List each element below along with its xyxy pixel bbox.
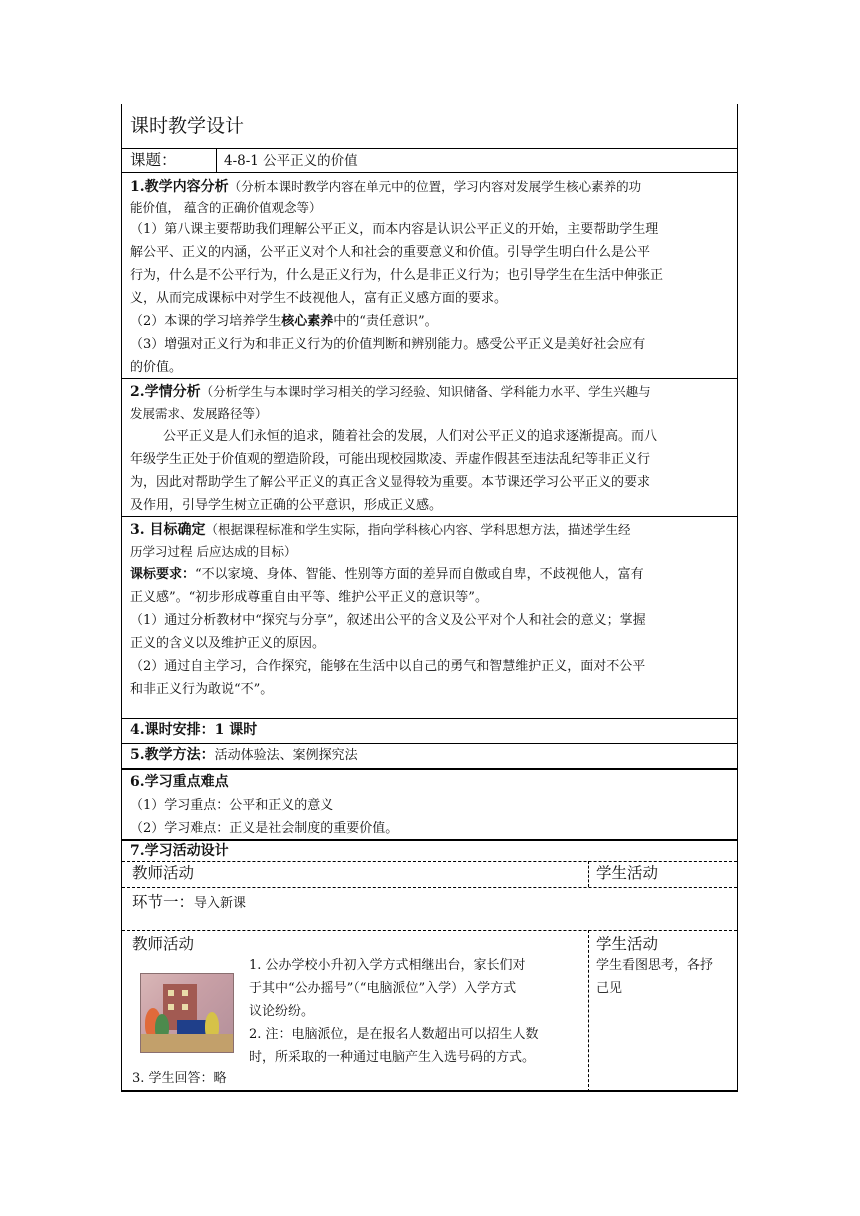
s2-note-2: 发展需求、发展路径等） [130,406,268,421]
s1-p2-pre: （2）本课的学习培养学生 [130,314,282,329]
s3-goal1-line: （1）通过分析教材中“探究与分享”，叙述出公平的含义及公平对个人和社会的意义；掌握 [130,613,646,628]
s1-p2 [130,311,438,332]
s1-p3-line: 的价值。 [130,360,183,375]
s5-heading: 5.教学方法： [130,747,215,763]
s3-goal2-line: （2）通过自主学习，合作探究，能够在生活中以自己的勇气和智慧维护正义，面对不公平 [130,659,646,674]
student-activity-header: 学生活动 [596,864,659,882]
school-admission-illustration [140,973,234,1053]
teacher-step-3: 3. 学生回答：略 [132,1071,227,1086]
teacher-activity-header: 教师活动 [132,864,195,882]
s1-heading: 1.教学内容分析 [130,179,229,195]
student-response-line: 己见 [596,981,623,996]
s4-heading: 4.课时安排：1 课时 [130,722,258,738]
s6-key-point: （1）学习重点：公平和正义的意义 [130,798,334,813]
divider [122,718,737,719]
divider [122,516,737,517]
teacher-step-1-line: 1. 公办学校小升初入学方式相继出台，家长们对 [249,958,526,973]
s1-p2-post: 中的“责任意识”。 [333,314,438,329]
s1-note-1: （分析本课时教学内容在单元中的位置，学习内容对发展学生核心素养的功 [228,179,642,194]
s2-note-1: （分析学生与本课时学习相关的学习经验、知识储备、学科能力水平、学生兴趣与 [200,384,651,399]
s2-p-line: 年级学生正处于价值观的塑造阶段，可能出现校园欺凌、弄虚作假甚至违法乱纪等非正义行 [130,452,651,467]
s5-line [130,745,358,766]
stage-value: 导入新课 [194,896,247,911]
s1-p1-line: （1）第八课主要帮助我们理解公平正义，而本内容是认识公平正义的开始，主要帮助学生理 [130,222,659,237]
s1-note-2: 能价值， 蕴含的正确价值观念等） [130,200,322,215]
s5-value: 活动体验法、案例探究法 [214,748,358,763]
lesson-label: 课题： [130,151,177,169]
s1-p1-line: 行为，什么是不公平行为，什么是正义行为，什么是非正义行为；也引导学生在生活中伸张正 [130,268,664,283]
student-activity-header-2: 学生活动 [596,935,659,953]
s3-standard-line-1 [130,564,644,585]
dashed-column-divider [588,930,589,1092]
dashed-divider [122,861,737,862]
s3-standard-text-2: 正义感”。“初步形成尊重自由平等、维护公平正义的意识等”。 [130,590,488,605]
s2-p-line: 公平正义是人们永恒的追求，随着社会的发展，人们对公平正义的追求逐渐提高。而八 [130,429,658,444]
s1-header [130,176,641,198]
lesson-design-table [121,104,738,1092]
stage-row [132,892,246,914]
student-response-line: 学生看图思考，各抒 [596,958,714,973]
s2-p-line: 及作用，引导学生树立正确的公平意识，形成正义感。 [130,498,443,513]
lesson-value: 4-8-1 公平正义的价值 [224,153,358,169]
divider [122,768,737,770]
s2-header [130,381,651,403]
s2-heading: 2.学情分析 [130,384,201,400]
s3-standard-text-1: “不以家境、身体、智能、性别等方面的差异而自傲或自卑，不歧视他人，富有 [195,567,644,582]
s6-heading: 6.学习重点难点 [130,774,229,790]
column-divider [216,148,217,172]
s3-standard-label: 课标要求： [130,567,196,582]
s3-heading: 3. 目标确定 [130,522,206,538]
teacher-activity-header-2: 教师活动 [132,935,195,953]
s6-difficulty: （2）学习难点：正义是社会制度的重要价值。 [130,821,399,836]
s3-goal2-line: 和非正义行为敢说“不”。 [130,682,274,697]
s3-note-1: （根据课程标准和学生实际，指向学科核心内容、学科思想方法，描述学生经 [205,522,631,537]
teacher-step-2-line: 时，所采取的一种通过电脑产生入选号码的方式。 [249,1050,536,1065]
document-title: 课时教学设计 [130,115,245,137]
divider [122,378,737,379]
s1-p3-line: （3）增强对正义行为和非正义行为的价值判断和辨别能力。感受公平正义是美好社会应有 [130,337,646,352]
divider [122,172,737,173]
teacher-step-1-line: 于其中“公办摇号”（“电脑派位”入学）入学方式 [249,981,517,996]
dashed-column-divider [588,861,589,887]
dashed-divider [122,887,737,888]
dashed-divider [122,930,737,931]
stage-label: 环节一： [132,893,195,911]
teacher-step-1-line: 议论纷纷。 [249,1004,315,1019]
s1-p2-bold: 核心素养 [281,314,334,329]
teacher-step-2-line: 2. 注：电脑派位，是在报名人数超出可以招生人数 [249,1027,539,1042]
s3-header [130,519,631,541]
s7-heading: 7.学习活动设计 [130,843,229,859]
s2-p-line: 为，因此对帮助学生了解公平正义的真正含义显得较为重要。本节课还学习公平正义的要求 [130,475,651,490]
divider [122,743,737,744]
s3-note-2: 历学习过程 后应达成的目标） [130,544,297,559]
s1-p1-line: 解公平、正义的内涵，公平正义对个人和社会的重要意义和价值。引导学生明白什么是公平 [130,245,651,260]
s3-goal1-line: 正义的含义以及维护正义的原因。 [130,636,326,651]
s1-p1-line: 义，从而完成课标中对学生不歧视他人，富有正义感方面的要求。 [130,291,508,306]
divider [122,148,737,149]
